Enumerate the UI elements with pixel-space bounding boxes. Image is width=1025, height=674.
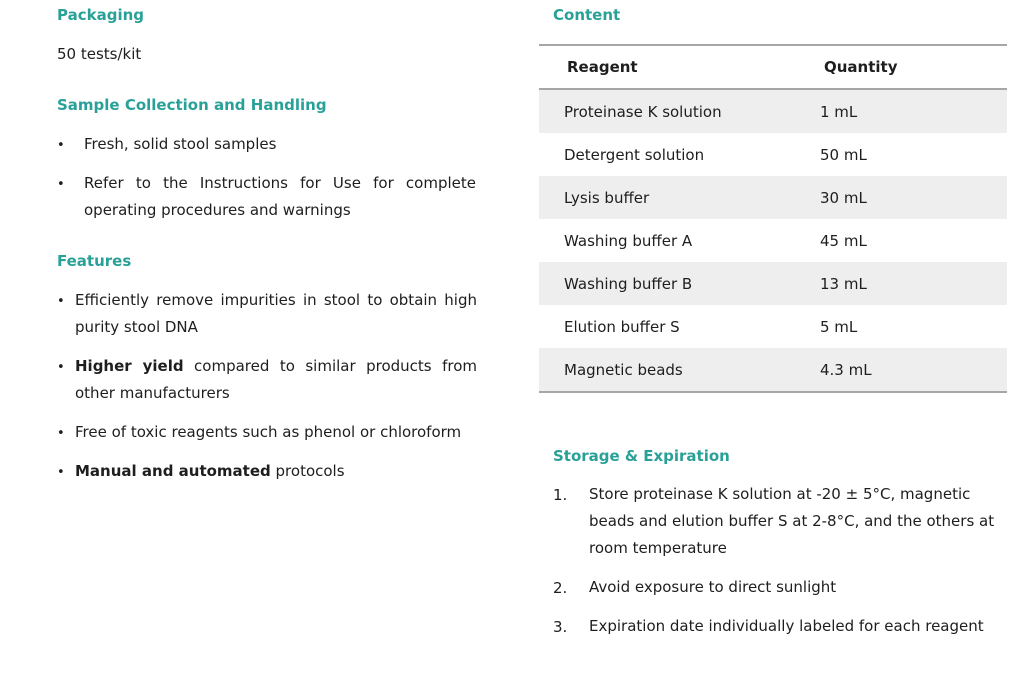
- bullet-icon: •: [57, 360, 65, 375]
- reagent-cell: Elution buffer S: [564, 317, 680, 336]
- quantity-cell: 4.3 mL: [820, 360, 872, 379]
- list-number: 2.: [553, 579, 568, 597]
- list-number: 1.: [553, 486, 568, 504]
- table-row: [539, 90, 1007, 133]
- table-row: [539, 262, 1007, 305]
- feature-text: Free of toxic reagents such as phenol or chloroform: [75, 423, 462, 441]
- bullet-icon: •: [57, 465, 65, 480]
- feature-item: [75, 419, 477, 446]
- column-header-reagent: Reagent: [567, 58, 638, 76]
- table-row: [539, 176, 1007, 219]
- column-header-quantity: Quantity: [824, 58, 898, 76]
- list-number: 3.: [553, 618, 568, 636]
- table-row: [539, 305, 1007, 348]
- reagent-cell: Magnetic beads: [564, 360, 683, 379]
- quantity-cell: 5 mL: [820, 317, 858, 336]
- reagent-cell: Washing buffer A: [564, 231, 693, 250]
- bullet-icon: •: [57, 177, 65, 192]
- feature-item: [75, 458, 477, 485]
- packaging-value: 50 tests/kit: [57, 45, 142, 63]
- content-table: [539, 44, 1007, 393]
- storage-item: Avoid exposure to direct sunlight: [589, 578, 837, 596]
- table-bottom-rule: [539, 391, 1007, 393]
- feature-item: [75, 353, 477, 407]
- table-row: [539, 219, 1007, 262]
- feature-text: Efficiently remove impurities in stool to obtain high purity stool DNA: [75, 291, 477, 336]
- storage-heading: Storage & Expiration: [553, 447, 730, 465]
- content-heading: Content: [553, 6, 621, 24]
- bullet-icon: •: [57, 426, 65, 441]
- features-heading: Features: [57, 252, 132, 270]
- packaging-heading: Packaging: [57, 6, 144, 24]
- storage-item: Store proteinase K solution at -20 ± 5°C, magnetic beads and elution buffer S at 2-8°C, and the others at room temperature: [589, 485, 995, 557]
- sample-item: Fresh, solid stool samples: [84, 135, 277, 153]
- sample-heading: Sample Collection and Handling: [57, 96, 327, 114]
- quantity-cell: 30 mL: [820, 188, 867, 207]
- reagent-cell: Proteinase K solution: [564, 102, 722, 121]
- reagent-cell: Washing buffer B: [564, 274, 693, 293]
- bullet-icon: •: [57, 294, 65, 309]
- quantity-cell: 45 mL: [820, 231, 867, 250]
- feature-bold: Manual and automated: [75, 462, 271, 480]
- table-header: [539, 46, 1007, 88]
- feature-text: compared to similar products from other manufacturers: [75, 357, 477, 402]
- feature-text: protocols: [270, 462, 345, 480]
- reagent-cell: Detergent solution: [564, 145, 705, 164]
- table-row: [539, 348, 1007, 391]
- feature-item: [75, 287, 477, 341]
- quantity-cell: 50 mL: [820, 145, 867, 164]
- bullet-icon: •: [57, 138, 65, 153]
- sample-item: Refer to the Instructions for Use for complete operating procedures and warnings: [84, 174, 476, 219]
- reagent-cell: Lysis buffer: [564, 188, 650, 207]
- table-row: [539, 133, 1007, 176]
- quantity-cell: 1 mL: [820, 102, 858, 121]
- feature-bold: Higher yield: [75, 357, 184, 375]
- quantity-cell: 13 mL: [820, 274, 867, 293]
- storage-item: Expiration date individually labeled for each reagent: [589, 617, 984, 635]
